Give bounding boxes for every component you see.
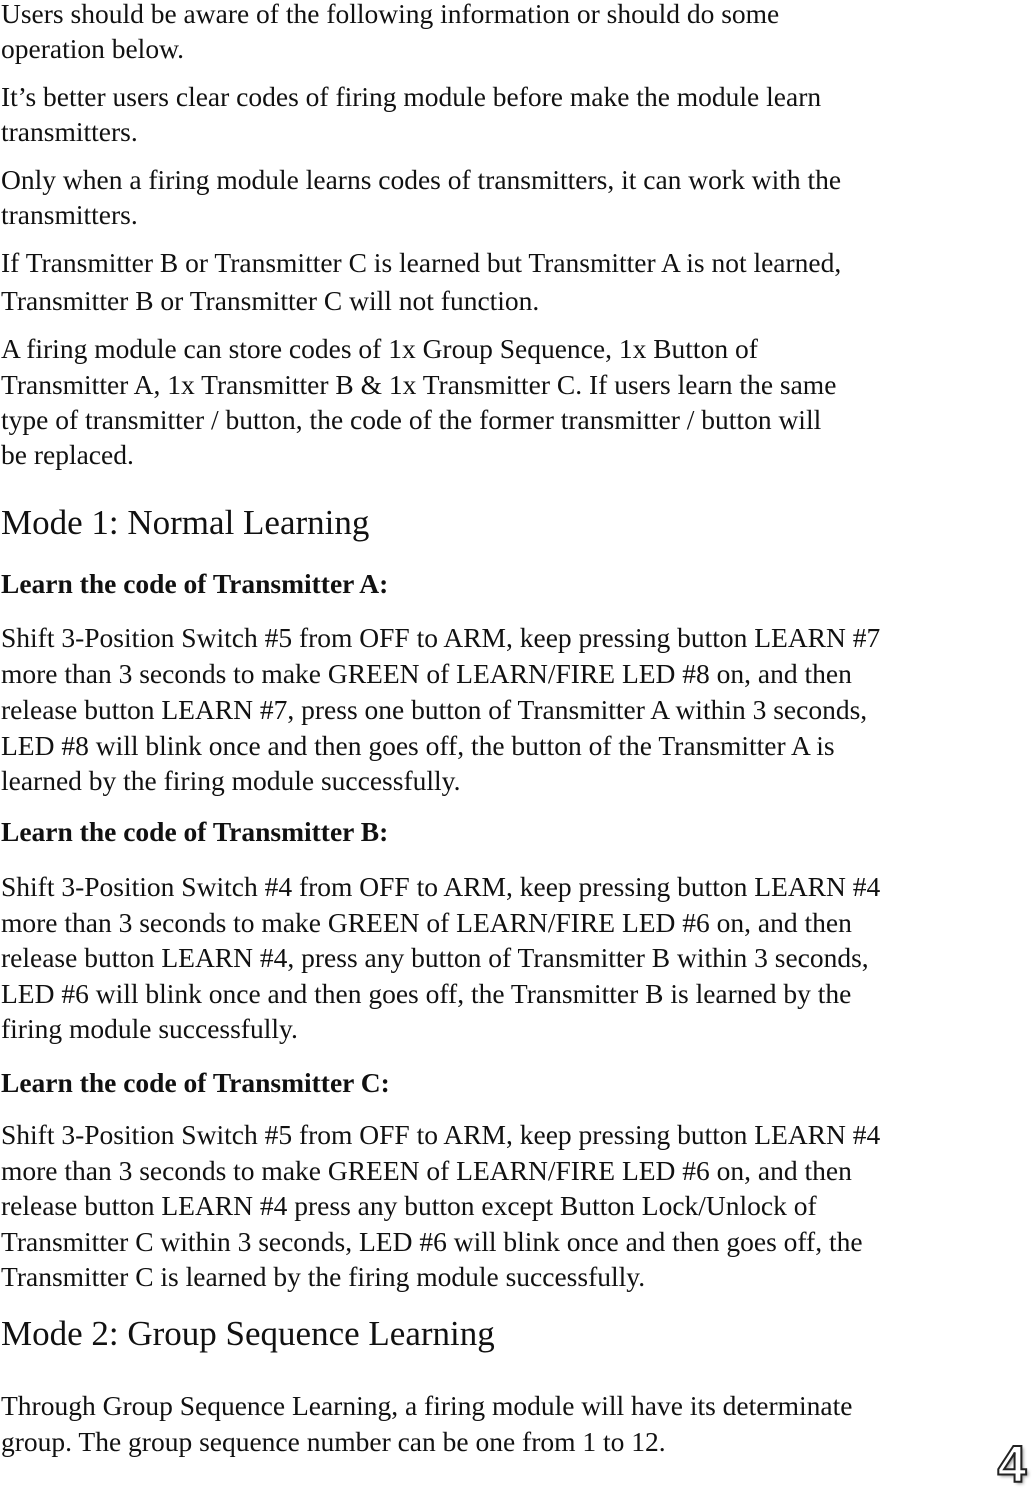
mode1-c-line3: release button LEARN #4 press any button except Button Lock/Unlock of — [1, 1190, 817, 1221]
mode1-a-line3: release button LEARN #7, press one button of Transmitter A within 3 seconds, — [1, 694, 868, 725]
intro-p5-line1: A firing module can store codes of 1x Group Sequence, 1x Button of — [1, 333, 758, 364]
intro-p1-line2: operation below. — [1, 33, 185, 64]
mode1-a-line5: learned by the firing module successfully. — [1, 765, 461, 796]
intro-p4-line2: Transmitter B or Transmitter C will not function. — [1, 285, 540, 316]
mode2-heading: Mode 2: Group Sequence Learning — [1, 1314, 495, 1353]
intro-p3-line2: transmitters. — [1, 199, 138, 230]
mode1-transmitter-a-title: Learn the code of Transmitter A: — [1, 568, 389, 599]
intro-p1-line1: Users should be aware of the following information or should do some — [1, 0, 780, 29]
intro-p5-line3: type of transmitter / button, the code of the former transmitter / button will — [1, 404, 822, 435]
intro-p3-line1: Only when a firing module learns codes of transmitters, it can work with the — [1, 164, 842, 195]
mode2-line2: group. The group sequence number can be one from 1 to 12. — [1, 1426, 666, 1457]
mode1-a-line4: LED #8 will blink once and then goes off, the button of the Transmitter A is — [1, 730, 835, 761]
intro-p5-line2: Transmitter A, 1x Transmitter B & 1x Transmitter C. If users learn the same — [1, 369, 837, 400]
mode1-c-line4: Transmitter C within 3 seconds, LED #6 will blink once and then goes off, the — [1, 1226, 863, 1257]
mode1-c-line2: more than 3 seconds to make GREEN of LEARN/FIRE LED #6 on, and then — [1, 1155, 852, 1186]
intro-p4-line1: If Transmitter B or Transmitter C is learned but Transmitter A is not learned, — [1, 247, 842, 278]
mode1-b-line1: Shift 3-Position Switch #4 from OFF to ARM, keep pressing button LEARN #4 — [1, 871, 881, 902]
mode2-line1: Through Group Sequence Learning, a firing module will have its determinate — [1, 1390, 853, 1421]
intro-p2-line1: It’s better users clear codes of firing module before make the module learn — [1, 81, 822, 112]
mode1-transmitter-b-title: Learn the code of Transmitter B: — [1, 816, 389, 847]
mode1-b-line3: release button LEARN #4, press any button of Transmitter B within 3 seconds, — [1, 942, 869, 973]
mode1-a-line2: more than 3 seconds to make GREEN of LEARN/FIRE LED #8 on, and then — [1, 658, 852, 689]
mode1-c-line5: Transmitter C is learned by the firing module successfully. — [1, 1261, 646, 1292]
mode1-a-line1: Shift 3-Position Switch #5 from OFF to ARM, keep pressing button LEARN #7 — [1, 622, 881, 653]
intro-p5-line4: be replaced. — [1, 439, 134, 470]
page-number: 4 — [997, 1436, 1027, 1494]
mode1-heading: Mode 1: Normal Learning — [1, 503, 370, 542]
intro-p2-line2: transmitters. — [1, 116, 138, 147]
mode1-b-line2: more than 3 seconds to make GREEN of LEARN/FIRE LED #6 on, and then — [1, 907, 852, 938]
mode1-transmitter-c-title: Learn the code of Transmitter C: — [1, 1067, 390, 1098]
mode1-b-line4: LED #6 will blink once and then goes off, the Transmitter B is learned by the — [1, 978, 852, 1009]
mode1-c-line1: Shift 3-Position Switch #5 from OFF to ARM, keep pressing button LEARN #4 — [1, 1119, 881, 1150]
mode1-b-line5: firing module successfully. — [1, 1013, 298, 1044]
